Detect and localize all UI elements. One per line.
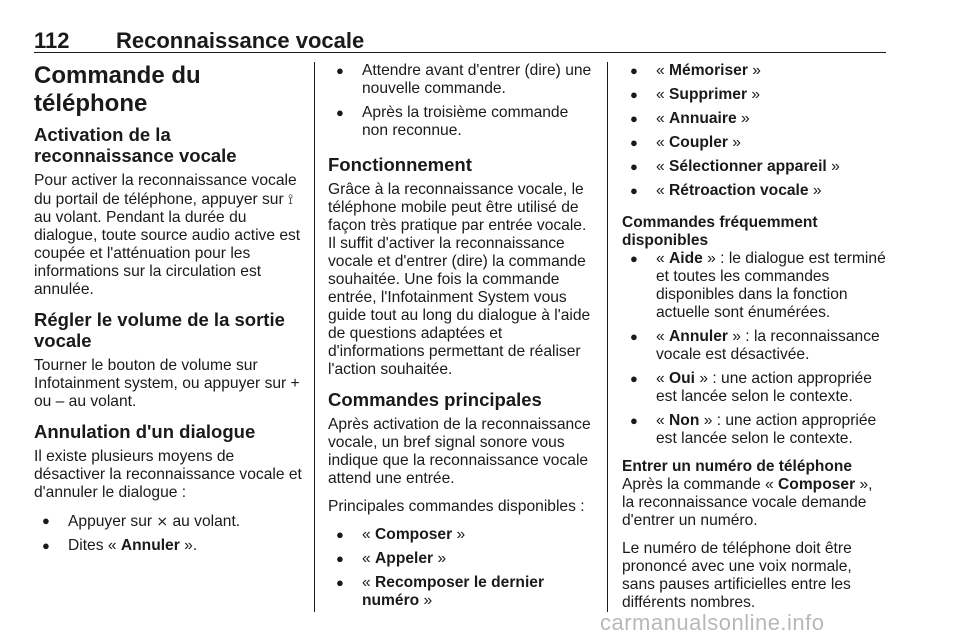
list-item (34, 512, 302, 531)
paragraph: Après activation de la reconnaissance vocale, un bref signal sonore vous indique que la reconnaissance vocale attend une entrée. (328, 416, 591, 487)
list-item (328, 526, 594, 544)
text: « (656, 158, 665, 175)
paragraph: Principales commandes disponibles : (328, 498, 585, 515)
text: » (437, 550, 447, 567)
page-number: 112 (34, 28, 70, 53)
command-keyword: Oui (669, 370, 696, 387)
paragraph: Grâce à la reconnaissance vocale, le téléphone mobile peut être utilisé de façon très pratique par entrée vocale. Il suffit d'activer la reconnaissance vocale et d'entrer (dire) la commande souhaitée. Une fois la commande entrée, l'Infotainment System vous guide tout au long du dialogue à l'aide de questions adaptées et d'informations permettant de réaliser l'action souhaitée. (328, 181, 591, 378)
command-keyword: Annuler (669, 328, 728, 345)
list-item (622, 250, 888, 322)
list-item (622, 110, 888, 128)
text: « (656, 250, 665, 267)
paragraph: Tourner le bouton de volume sur Infotainment system, ou appuyer sur + ou – au volant. (34, 357, 300, 410)
list-item (622, 134, 888, 152)
text: « (656, 412, 665, 429)
list-item: ● Attendre avant d'entrer (dire) une nouvelle commande. (328, 62, 594, 98)
text: au volant. Pendant la durée du dialogue, toute source audio active est coupée et l'atténuation pour les informations sur la circulation est annulée. (34, 209, 301, 298)
list-item (34, 537, 302, 555)
subsection-title: Activation de la reconnaissance vocale (34, 124, 237, 166)
chapter-title: Reconnaissance vocale (116, 28, 365, 53)
command-keyword: Sélectionner appareil (669, 158, 827, 175)
bullet-list (622, 250, 888, 448)
bullet-list (328, 526, 594, 610)
text: » : la reconnaissance vocale est désactivée. (656, 328, 880, 363)
paragraph (622, 476, 888, 530)
list-item (622, 86, 888, 104)
text: » : une action appropriée est lancée selon le contexte. (656, 412, 877, 447)
bullet-list (328, 62, 594, 140)
text: Appuyer sur (68, 513, 153, 530)
subsection-title: Annulation d'un dialogue (34, 421, 256, 442)
list-item (622, 412, 888, 448)
list-item (622, 158, 888, 176)
list-item (622, 62, 888, 80)
column-right (622, 62, 888, 622)
text: « (656, 370, 665, 387)
column-middle (328, 62, 594, 620)
command-keyword: Rétroaction vocale (669, 182, 809, 199)
bullet-list (622, 62, 888, 200)
subsection-title: Régler le volume de la sortie vocale (34, 309, 285, 351)
command-keyword: Composer (375, 526, 453, 543)
text: » (752, 62, 761, 79)
column-divider (607, 62, 608, 612)
text: » (831, 158, 840, 175)
text: « (656, 62, 665, 79)
list-item (622, 370, 888, 406)
text: Après la commande « (622, 476, 774, 493)
command-keyword: Appeler (375, 550, 434, 567)
section-title: Commande du téléphone (34, 62, 201, 117)
subsection-title: Commandes fréquemment disponibles (622, 214, 818, 249)
command-keyword: Annuler (120, 537, 180, 554)
voice-cancel-icon: ⨯ (156, 513, 169, 529)
command-keyword: Recomposer le dernier numéro (362, 574, 545, 609)
page-header (34, 18, 886, 53)
command-keyword: Non (669, 412, 700, 429)
text: Dites « (68, 537, 117, 554)
text: » (751, 86, 761, 103)
paragraph: Il existe plusieurs moyens de désactiver la reconnaissance vocale et d'annuler le dialogue : (34, 448, 302, 501)
text: au volant. (172, 513, 241, 530)
list-item (622, 182, 888, 200)
text: « (656, 110, 665, 127)
text: « (656, 182, 665, 199)
subsection-title: Fonctionnement (328, 154, 472, 175)
command-keyword: Supprimer (669, 86, 748, 103)
column-divider (314, 62, 315, 612)
command-keyword: Composer (778, 476, 856, 493)
paragraph (34, 172, 302, 299)
bullet-list (34, 512, 302, 555)
command-keyword: Coupler (669, 134, 728, 151)
list-item: ● Après la troisième commande non reconnue. (328, 104, 594, 140)
text: « (656, 134, 665, 151)
command-keyword: Aide (669, 250, 703, 267)
text: » (812, 182, 822, 199)
text: » (740, 110, 750, 127)
watermark: carmanualsonline.info (600, 610, 825, 635)
column-left (34, 62, 302, 565)
text: « (362, 550, 371, 567)
text: Pour activer la reconnaissance vocale du portail de téléphone, appuyer sur (34, 172, 297, 208)
text: », la reconnaissance vocale demande d'entrer un numéro. (622, 476, 873, 529)
subsection-title: Entrer un numéro de téléphone (622, 458, 852, 475)
text: « (656, 86, 665, 103)
command-keyword: Mémoriser (669, 62, 748, 79)
text: « (362, 526, 371, 543)
text: « (362, 574, 371, 591)
list-item (622, 328, 888, 364)
text: » (423, 592, 433, 609)
subsection-title: Commandes principales (328, 389, 542, 410)
text: ». (184, 537, 198, 554)
paragraph: Le numéro de téléphone doit être prononcé avec une voix normale, sans pauses artificielles entre les différents nombres. (622, 540, 852, 611)
phone-voice-icon: ⟟ (288, 191, 294, 207)
text: » (732, 134, 741, 151)
command-keyword: Annuaire (669, 110, 737, 127)
list-item (328, 550, 594, 568)
list-item (328, 574, 594, 610)
text: « (656, 328, 665, 345)
text: » : le dialogue est terminé et toutes les commandes disponibles dans la fonction actuelle sont énumérées. (656, 250, 886, 321)
text: » : une action appropriée est lancée selon le contexte. (656, 370, 872, 405)
text: » (456, 526, 466, 543)
